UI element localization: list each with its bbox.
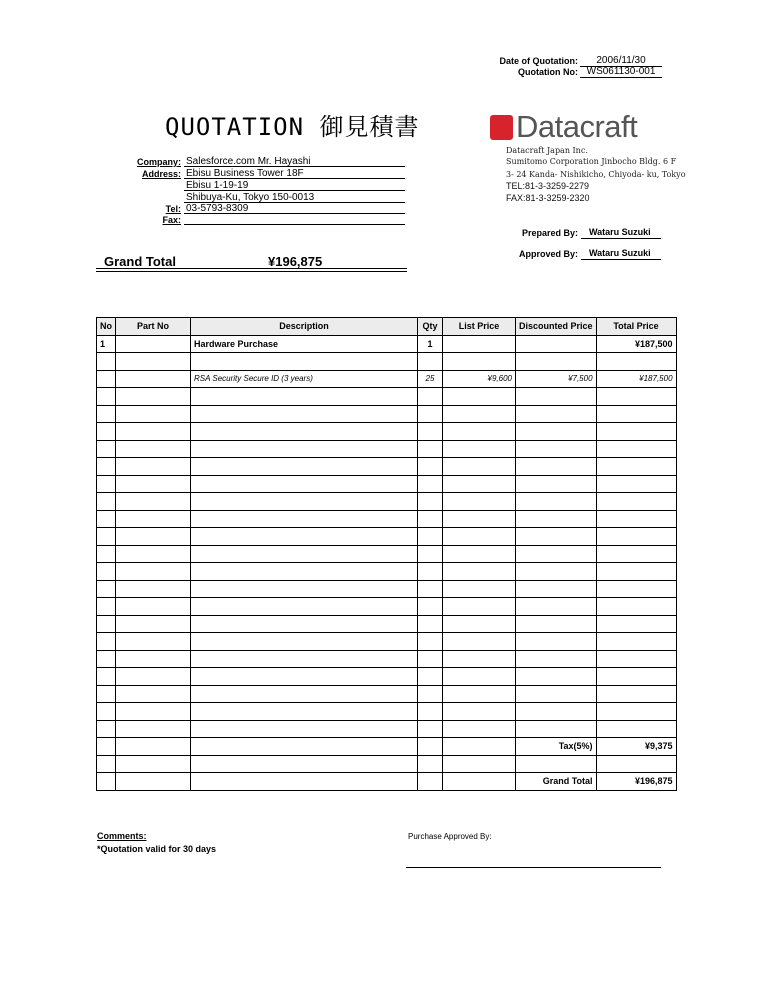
- grand-total-rule: [96, 268, 407, 269]
- table-row: [97, 388, 677, 406]
- table-row: [97, 370, 677, 388]
- table-cell: [443, 598, 516, 616]
- table-cell: [191, 440, 418, 458]
- row-description: Hardware Purchase: [191, 335, 418, 353]
- logo-text: Datacraft: [516, 109, 638, 144]
- table-row: [97, 440, 677, 458]
- header-discounted-price: Discounted Price: [516, 318, 597, 336]
- fax-label: Fax:: [162, 215, 181, 225]
- table-cell: [596, 440, 676, 458]
- table-cell: [191, 615, 418, 633]
- table-cell: [116, 493, 191, 511]
- table-row: [97, 475, 677, 493]
- table-cell: [516, 510, 597, 528]
- table-cell: [116, 598, 191, 616]
- row-qty: 25: [418, 370, 443, 388]
- grand-total-label: Grand Total: [516, 773, 597, 791]
- spacer-row: [97, 755, 677, 773]
- table-cell: [191, 510, 418, 528]
- table-cell: [191, 423, 418, 441]
- table-cell: [191, 493, 418, 511]
- table-cell: [116, 475, 191, 493]
- datacraft-logo: [490, 109, 637, 145]
- row-part: [116, 370, 191, 388]
- header-total-price: Total Price: [596, 318, 676, 336]
- purchase-approved-label: Purchase Approved By:: [408, 832, 492, 841]
- table-cell: [516, 440, 597, 458]
- table-cell: [418, 650, 443, 668]
- table-cell: [116, 615, 191, 633]
- table-cell: [97, 458, 116, 476]
- table-cell: [596, 423, 676, 441]
- table-cell: [443, 563, 516, 581]
- date-label: Date of Quotation:: [499, 56, 578, 66]
- table-cell: [116, 563, 191, 581]
- table-cell: [443, 493, 516, 511]
- table-cell: [418, 615, 443, 633]
- table-cell: [443, 423, 516, 441]
- table-cell: [191, 545, 418, 563]
- table-cell: [443, 703, 516, 721]
- table-cell: [97, 423, 116, 441]
- prepared-by-label: Prepared By:: [521, 228, 578, 238]
- table-cell: [443, 388, 516, 406]
- row-part: [116, 335, 191, 353]
- approved-by-value: Wataru Suzuki: [581, 248, 661, 260]
- table-cell: [418, 423, 443, 441]
- table-cell: [443, 720, 516, 738]
- table-row: [97, 335, 677, 353]
- table-cell: [443, 405, 516, 423]
- table-cell: [516, 720, 597, 738]
- table-cell: [418, 668, 443, 686]
- table-cell: [116, 668, 191, 686]
- row-discounted-price: ¥7,500: [516, 370, 597, 388]
- table-cell: [516, 598, 597, 616]
- table-cell: [596, 598, 676, 616]
- table-cell: [97, 703, 116, 721]
- table-cell: [596, 563, 676, 581]
- table-row: [97, 720, 677, 738]
- table-cell: [116, 720, 191, 738]
- table-cell: [418, 720, 443, 738]
- table-cell: [191, 405, 418, 423]
- table-cell: [191, 720, 418, 738]
- row-total-price: ¥187,500: [596, 370, 676, 388]
- table-row: [97, 458, 677, 476]
- table-cell: [418, 405, 443, 423]
- quotation-table: [96, 317, 677, 791]
- table-cell: [97, 440, 116, 458]
- table-cell: [116, 510, 191, 528]
- address-line-1: Ebisu Business Tower 18F: [184, 168, 405, 179]
- row-no: [97, 370, 116, 388]
- table-cell: [97, 615, 116, 633]
- table-cell: [418, 388, 443, 406]
- table-cell: [443, 615, 516, 633]
- table-cell: [516, 650, 597, 668]
- table-cell: [443, 580, 516, 598]
- table-cell: [443, 458, 516, 476]
- table-cell: [418, 563, 443, 581]
- table-cell: [516, 528, 597, 546]
- vendor-tel: TEL:81-3-3259-2279: [506, 181, 590, 191]
- date-value: 2006/11/30: [580, 55, 662, 67]
- table-cell: [443, 685, 516, 703]
- table-row: [97, 615, 677, 633]
- table-cell: [97, 685, 116, 703]
- table-row: [97, 353, 677, 371]
- table-cell: [418, 528, 443, 546]
- table-cell: [116, 703, 191, 721]
- table-row: [97, 650, 677, 668]
- header-no: No: [97, 318, 116, 336]
- header-list-price: List Price: [443, 318, 516, 336]
- table-cell: [116, 545, 191, 563]
- table-cell: [596, 615, 676, 633]
- table-cell: [516, 563, 597, 581]
- table-cell: [191, 475, 418, 493]
- row-total-price: ¥187,500: [596, 335, 676, 353]
- table-cell: [191, 563, 418, 581]
- company-label: Company:: [136, 157, 181, 167]
- table-cell: [418, 440, 443, 458]
- table-cell: [418, 510, 443, 528]
- table-cell: [116, 440, 191, 458]
- table-cell: [418, 685, 443, 703]
- grand-total-row: [97, 773, 677, 791]
- tel-value: 03-5793-8309: [184, 203, 405, 214]
- table-row: [97, 703, 677, 721]
- table-cell: [516, 668, 597, 686]
- table-cell: [191, 703, 418, 721]
- quotation-number-label: Quotation No:: [518, 67, 578, 77]
- grand-total-rule-double: [96, 271, 407, 272]
- table-cell: [516, 545, 597, 563]
- table-header-row: [97, 318, 677, 336]
- table-row: [97, 510, 677, 528]
- table-cell: [116, 633, 191, 651]
- table-cell: [596, 545, 676, 563]
- row-no: 1: [97, 335, 116, 353]
- approved-by-label: Approved By:: [518, 249, 578, 259]
- table-cell: [516, 475, 597, 493]
- table-cell: [596, 528, 676, 546]
- table-cell: [116, 650, 191, 668]
- table-cell: [191, 650, 418, 668]
- table-cell: [191, 685, 418, 703]
- table-cell: [516, 388, 597, 406]
- table-cell: [596, 405, 676, 423]
- grand-total-value: ¥196,875: [596, 773, 676, 791]
- table-cell: [443, 528, 516, 546]
- table-row: [97, 633, 677, 651]
- table-cell: [516, 493, 597, 511]
- table-cell: [418, 475, 443, 493]
- table-cell: [116, 580, 191, 598]
- table-cell: [191, 458, 418, 476]
- table-cell: [97, 388, 116, 406]
- table-row: [97, 493, 677, 511]
- row-description: RSA Security Secure ID (3 years): [191, 370, 418, 388]
- table-cell: [97, 720, 116, 738]
- header-qty: Qty: [418, 318, 443, 336]
- comments-text: *Quotation valid for 30 days: [97, 844, 217, 854]
- fax-value: [184, 214, 405, 225]
- table-cell: [418, 580, 443, 598]
- row-list-price: [443, 353, 516, 371]
- table-cell: [418, 633, 443, 651]
- table-cell: [516, 458, 597, 476]
- table-row: [97, 580, 677, 598]
- table-cell: [516, 580, 597, 598]
- table-cell: [97, 668, 116, 686]
- table-cell: [116, 528, 191, 546]
- tel-label: Tel:: [165, 204, 181, 214]
- table-cell: [443, 440, 516, 458]
- table-row: [97, 668, 677, 686]
- prepared-by-value: Wataru Suzuki: [581, 227, 661, 239]
- header-part-no: Part No: [116, 318, 191, 336]
- table-cell: [596, 650, 676, 668]
- table-cell: [191, 528, 418, 546]
- table-cell: [418, 598, 443, 616]
- table-cell: [596, 703, 676, 721]
- table-cell: [97, 563, 116, 581]
- table-cell: [596, 475, 676, 493]
- table-cell: [516, 423, 597, 441]
- table-cell: [191, 580, 418, 598]
- table-row: [97, 545, 677, 563]
- table-cell: [516, 615, 597, 633]
- table-cell: [596, 685, 676, 703]
- table-cell: [97, 633, 116, 651]
- table-cell: [596, 720, 676, 738]
- table-cell: [418, 703, 443, 721]
- table-cell: [97, 405, 116, 423]
- address-line-3: Shibuya-Ku, Tokyo 150-0013: [184, 192, 405, 203]
- table-cell: [443, 650, 516, 668]
- table-cell: [116, 685, 191, 703]
- table-cell: [97, 598, 116, 616]
- row-qty: 1: [418, 335, 443, 353]
- row-description: [191, 353, 418, 371]
- quotation-number-value: WS061130-001: [580, 66, 662, 78]
- table-cell: [596, 493, 676, 511]
- table-cell: [191, 388, 418, 406]
- table-row: [97, 598, 677, 616]
- table-cell: [97, 650, 116, 668]
- table-cell: [596, 458, 676, 476]
- table-cell: [516, 633, 597, 651]
- table-row: [97, 405, 677, 423]
- row-qty: [418, 353, 443, 371]
- grand-total-heading-value: ¥196,875: [268, 254, 323, 269]
- table-cell: [191, 598, 418, 616]
- table-cell: [596, 668, 676, 686]
- address-label: Address:: [141, 169, 181, 179]
- table-cell: [443, 633, 516, 651]
- comments-label: Comments:: [97, 831, 147, 841]
- table-cell: [97, 580, 116, 598]
- table-cell: [596, 388, 676, 406]
- table-cell: [596, 633, 676, 651]
- table-cell: [443, 668, 516, 686]
- tax-row: [97, 738, 677, 756]
- table-cell: [516, 405, 597, 423]
- table-cell: [116, 423, 191, 441]
- row-part: [116, 353, 191, 371]
- table-cell: [418, 545, 443, 563]
- table-cell: [418, 458, 443, 476]
- vendor-name: Datacraft Japan Inc.: [506, 146, 588, 155]
- vendor-address-1: Sumitomo Corporation Jinbocho Bldg. 6 F: [506, 157, 677, 166]
- tax-value: ¥9,375: [596, 738, 676, 756]
- table-cell: [116, 388, 191, 406]
- purchase-approved-signature-line: [406, 867, 661, 868]
- table-row: [97, 423, 677, 441]
- address-line-2: Ebisu 1-19-19: [184, 180, 405, 191]
- table-row: [97, 528, 677, 546]
- table-cell: [516, 703, 597, 721]
- table-cell: [418, 493, 443, 511]
- table-cell: [516, 685, 597, 703]
- row-list-price: [443, 335, 516, 353]
- table-cell: [443, 475, 516, 493]
- table-cell: [97, 475, 116, 493]
- row-list-price: ¥9,600: [443, 370, 516, 388]
- table-cell: [596, 580, 676, 598]
- row-no: [97, 353, 116, 371]
- table-cell: [97, 510, 116, 528]
- table-cell: [97, 493, 116, 511]
- table-row: [97, 563, 677, 581]
- header-description: Description: [191, 318, 418, 336]
- table-cell: [116, 405, 191, 423]
- page-title: QUOTATION 御見積書: [165, 113, 420, 141]
- table-cell: [191, 633, 418, 651]
- table-cell: [97, 545, 116, 563]
- table-cell: [191, 668, 418, 686]
- row-discounted-price: [516, 335, 597, 353]
- table-row: [97, 685, 677, 703]
- table-cell: [443, 545, 516, 563]
- vendor-address-2: 3- 24 Kanda- Nishikicho, Chiyoda- ku, Tokyo: [506, 170, 686, 179]
- table-cell: [116, 458, 191, 476]
- table-cell: [443, 510, 516, 528]
- grand-total-heading-label: Grand Total: [104, 254, 176, 269]
- table-cell: [596, 510, 676, 528]
- tax-label: Tax(5%): [516, 738, 597, 756]
- company-value: Salesforce.com Mr. Hayashi: [184, 156, 405, 167]
- row-total-price: [596, 353, 676, 371]
- vendor-fax: FAX:81-3-3259-2320: [506, 193, 590, 203]
- table-cell: [97, 528, 116, 546]
- logo-mark-icon: [490, 115, 513, 140]
- row-discounted-price: [516, 353, 597, 371]
